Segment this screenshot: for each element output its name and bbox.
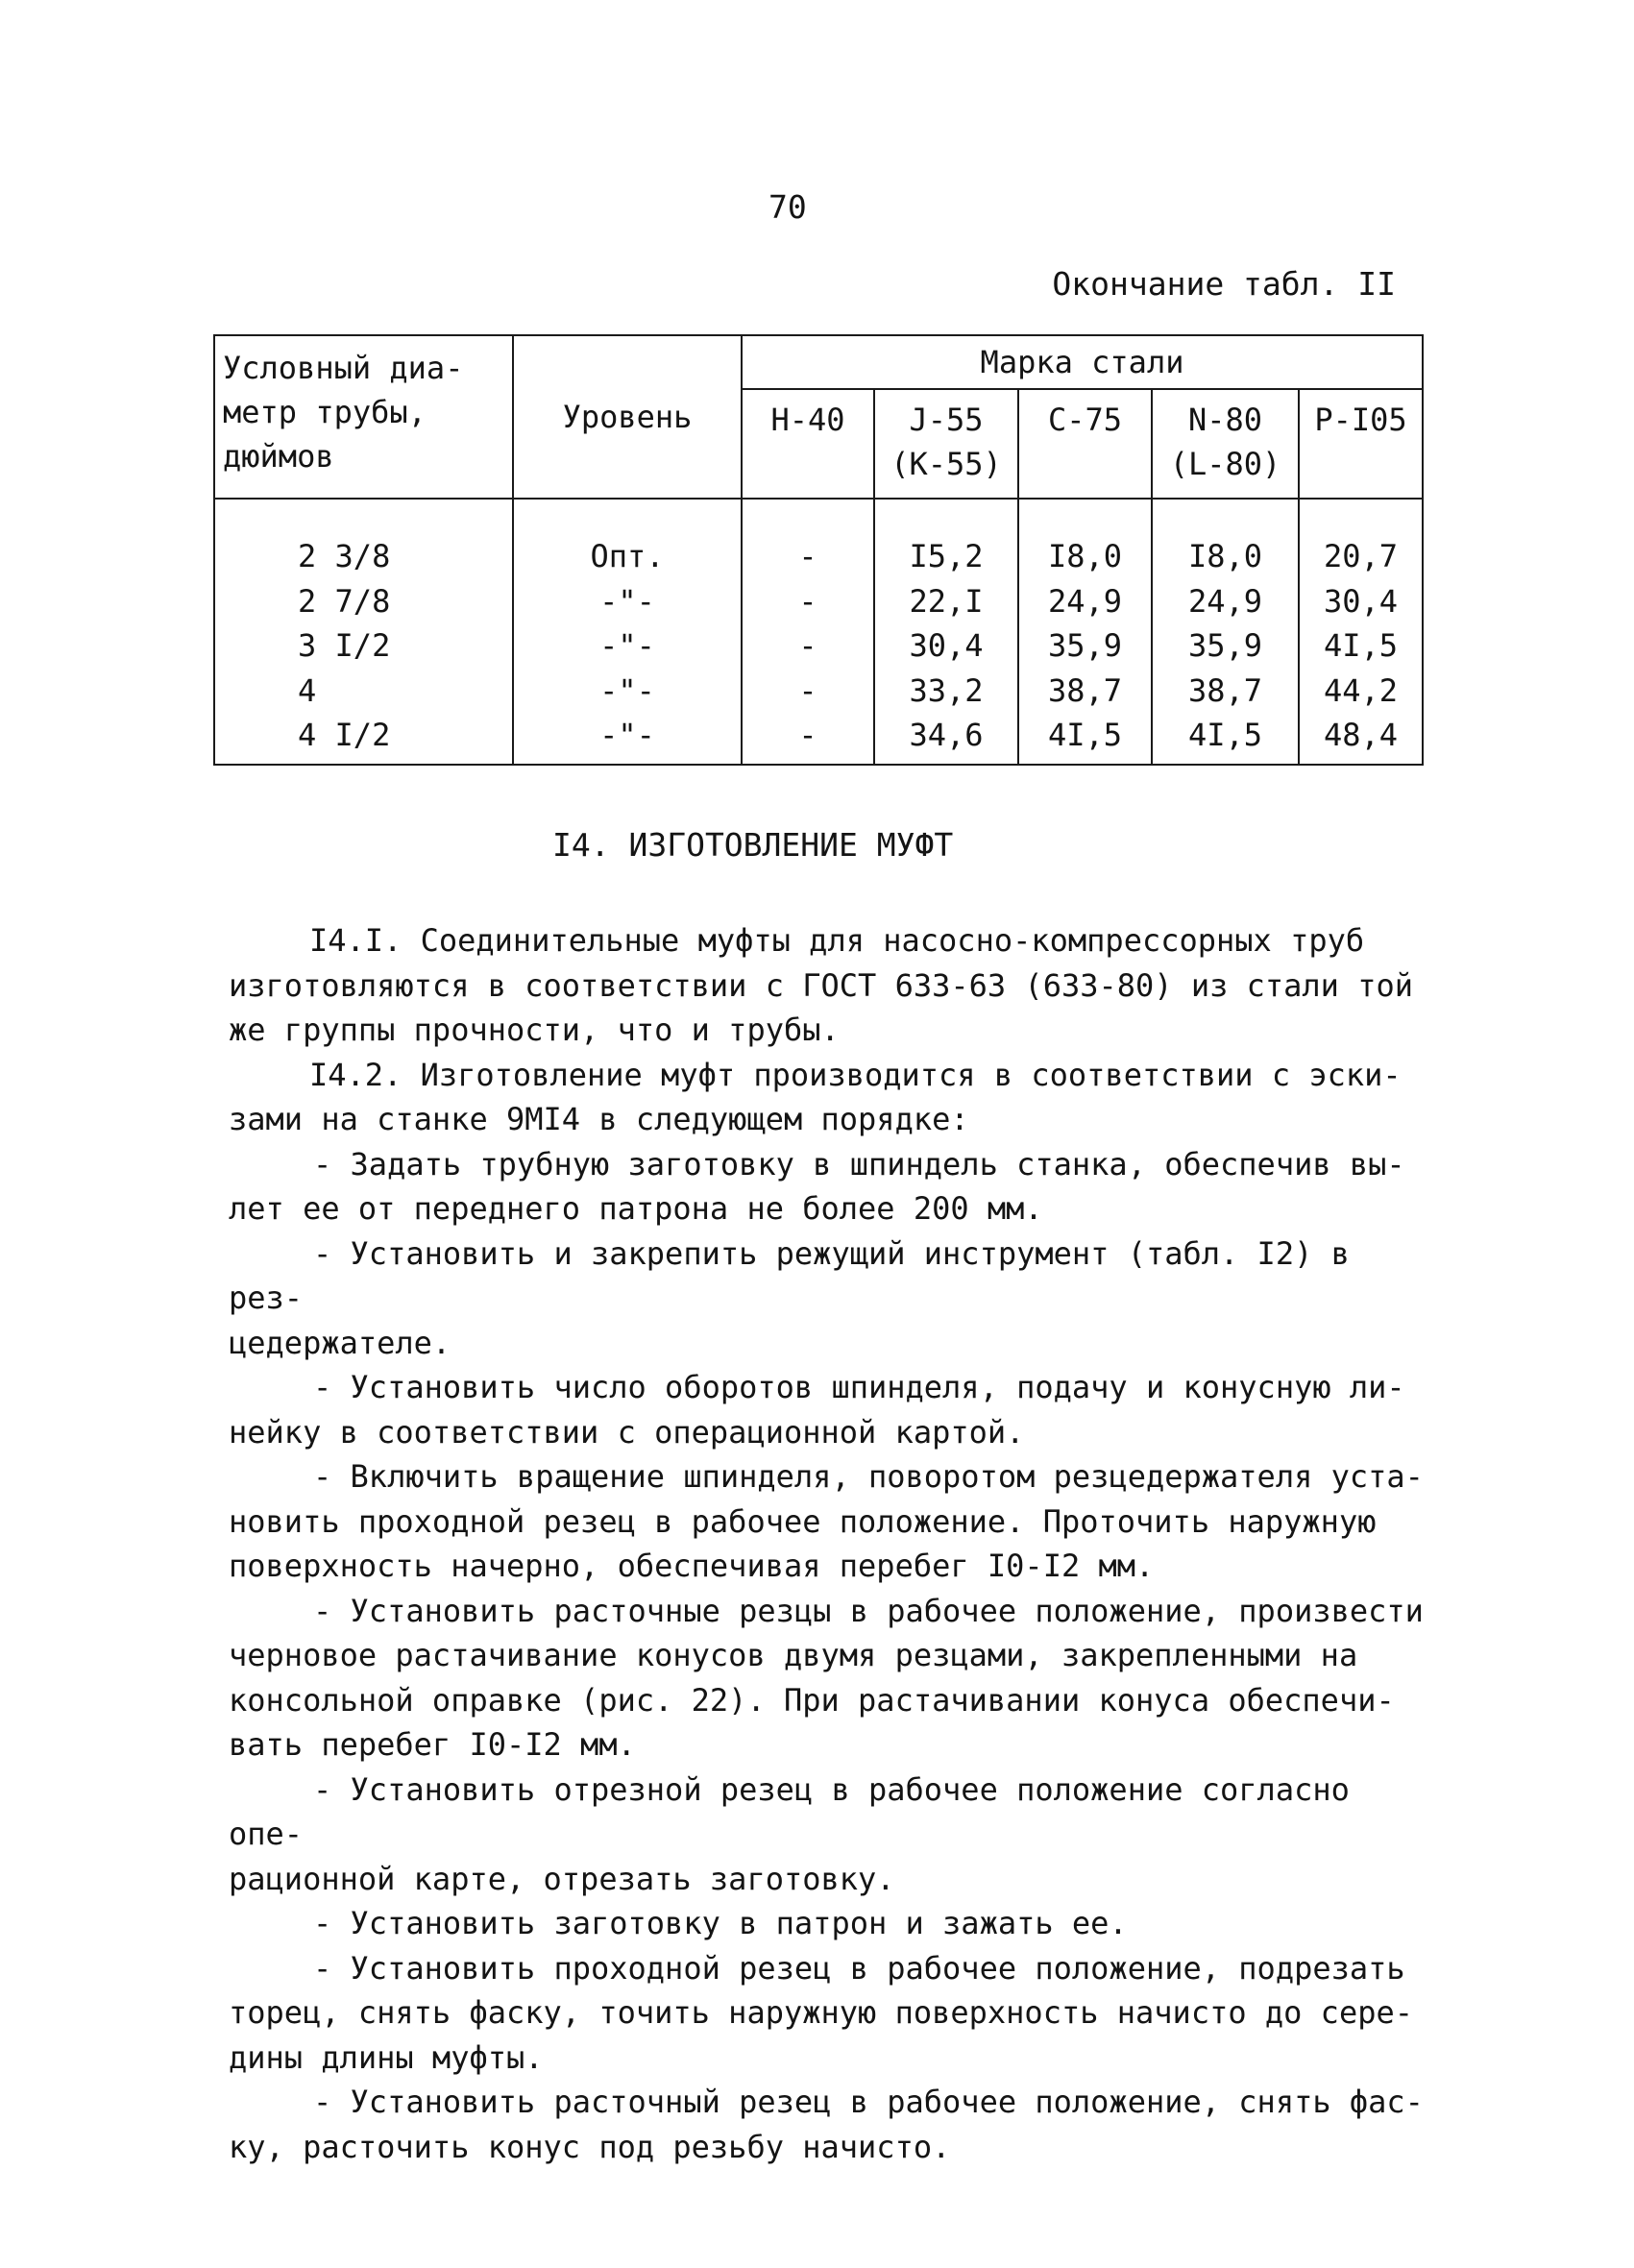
header-diameter: [214, 335, 513, 499]
paragraph-first-line: I4.I. Соединительные муфты для насосно-компрессорных труб: [309, 922, 1365, 959]
paragraph-first-line: - Установить заготовку в патрон и зажать ее.: [313, 1905, 1128, 1941]
paragraph-line: новить проходной резец в рабочее положение. Проточить наружную: [229, 1502, 1377, 1540]
table-cell-value: I8,0: [1187, 538, 1263, 574]
table-cell-value: 20,7: [1323, 538, 1399, 574]
paragraph-first-line: - Установить проходной резец в рабочее положение, подрезать: [313, 1949, 1405, 1987]
table-cell-value: 30,4: [909, 627, 984, 664]
section-title: I4. ИЗГОТОВЛЕНИЕ МУФТ: [552, 826, 954, 864]
header-level: Уровень: [513, 335, 742, 499]
column-c75: [1018, 499, 1152, 765]
table-cell-value: 4I,5: [1323, 627, 1399, 664]
header-steel-grade: Марка стали: [742, 335, 1423, 389]
header-grade-name: N-80: [1187, 402, 1263, 438]
paragraph-line: цедержателе.: [229, 1324, 451, 1361]
paragraph-line: зами на станке 9МI4 в следующем порядке:: [229, 1101, 969, 1137]
paragraph-line: изготовляются в соответствии с ГОСТ 633-63 (633-80) из стали той: [229, 966, 1413, 1004]
table-cell-level: -"-: [599, 582, 655, 620]
table-cell-value: 33,2: [909, 671, 984, 709]
table-cell-level: -"-: [599, 717, 655, 753]
column-diameter: [214, 499, 513, 765]
paragraph-first-line: - Задать трубную заготовку в шпиндель станка, обеспечив вы-: [313, 1145, 1405, 1183]
header-grade-name: Н-40: [770, 402, 845, 438]
table-cell-diameter: 4 I/2: [298, 717, 391, 753]
paragraph-first-line: - Установить расточные резцы в рабочее положение, произвести: [313, 1592, 1424, 1629]
column-h40: [742, 499, 874, 765]
paragraph-first-line: - Установить отрезной резец в рабочее положение согласно опе-: [229, 1770, 1350, 1852]
table-cell-diameter: 3 I/2: [298, 627, 391, 664]
paragraph-line: нейку в соответствии с операционной картой.: [229, 1413, 1025, 1451]
header-grade: [874, 389, 1018, 499]
paragraph-line: рационной карте, отрезать заготовку.: [229, 1860, 895, 1897]
table-cell-value: 30,4: [1323, 582, 1399, 620]
header-grade-name: J-55: [909, 402, 984, 438]
table-cell-value: -: [798, 538, 817, 574]
header-grade: [742, 389, 874, 499]
body-text: [229, 918, 1431, 2169]
page-number: 70: [768, 188, 807, 226]
paragraph-line: лет ее от переднего патрона не более 200 мм.: [229, 1190, 1043, 1227]
header-grade-alt: (L-80): [1169, 446, 1281, 482]
paragraph-first-line: - Установить и закрепить режущий инструмент (табл. I2) в рез-: [229, 1234, 1350, 1316]
table-cell-value: 35,9: [1047, 627, 1123, 664]
header-grade-name: Р-I05: [1314, 402, 1407, 438]
header-diameter-line: метр трубы,: [223, 394, 427, 430]
table-cell-diameter: 4: [298, 671, 317, 709]
table-cell-value: 24,9: [1187, 582, 1263, 620]
paragraph-line: ку, расточить конус под резьбу начисто.: [229, 2128, 951, 2165]
table-cell-diameter: 2 3/8: [298, 538, 391, 574]
table-cell-value: 35,9: [1187, 627, 1263, 664]
steel-grade-table: [213, 334, 1424, 766]
paragraph-line: поверхность начерно, обеспечивая перебег I0-I2 мм.: [229, 1548, 1155, 1584]
table-cell-value: 38,7: [1047, 671, 1123, 709]
table-cell-value: -: [798, 582, 817, 620]
table-cell-value: -: [798, 717, 817, 753]
table-cell-level: Опт.: [590, 538, 665, 574]
table-cell-value: 24,9: [1047, 582, 1123, 620]
table-caption: Окончание табл. II: [1052, 265, 1396, 303]
table-cell-value: 4I,5: [1187, 717, 1263, 753]
table-cell-value: 44,2: [1323, 671, 1399, 709]
table-cell-level: -"-: [599, 671, 655, 709]
header-diameter-line: Условный диа-: [223, 350, 464, 386]
table-cell-value: I5,2: [909, 538, 984, 574]
paragraph-line: дины длины муфты.: [229, 2038, 544, 2076]
header-grade-name: С-75: [1047, 402, 1123, 438]
table-cell-value: 38,7: [1187, 671, 1263, 709]
column-j55: [874, 499, 1018, 765]
table-cell-value: 34,6: [909, 717, 984, 753]
paragraph-line: вать перебег I0-I2 мм.: [229, 1726, 636, 1763]
column-p105: [1299, 499, 1423, 765]
table-cell-value: 22,I: [909, 582, 984, 620]
table-cell-value: -: [798, 671, 817, 709]
header-grade: [1018, 389, 1152, 499]
header-diameter-line: дюймов: [223, 438, 334, 475]
table-cell-value: -: [798, 627, 817, 664]
paragraph-first-line: I4.2. Изготовление муфт производится в соответствии с эски-: [309, 1056, 1402, 1093]
header-grade-alt: (К-55): [890, 446, 1002, 482]
paragraph-line: консольной оправке (рис. 22). При растачивании конуса обеспечи-: [229, 1681, 1395, 1719]
paragraph-line: же группы прочности, что и трубы.: [229, 1012, 840, 1048]
table-cell-value: I8,0: [1047, 538, 1123, 574]
header-grade: [1152, 389, 1299, 499]
column-n80: [1152, 499, 1299, 765]
table-cell-value: 48,4: [1323, 717, 1399, 753]
column-level: [513, 499, 742, 765]
paragraph-line: торец, снять фаску, точить наружную поверхность начисто до сере-: [229, 1994, 1413, 2031]
table-cell-level: -"-: [599, 627, 655, 664]
header-grade: [1299, 389, 1423, 499]
paragraph-line: черновое растачивание конусов двумя резцами, закрепленными на: [229, 1637, 1358, 1673]
table-cell-diameter: 2 7/8: [298, 582, 391, 620]
paragraph-first-line: - Установить расточный резец в рабочее положение, снять фас-: [313, 2084, 1424, 2120]
paragraph-first-line: - Включить вращение шпинделя, поворотом резцедержателя уста-: [313, 1458, 1424, 1495]
paragraph-first-line: - Установить число оборотов шпинделя, подачу и конусную ли-: [313, 1369, 1405, 1405]
table-cell-value: 4I,5: [1047, 717, 1123, 753]
